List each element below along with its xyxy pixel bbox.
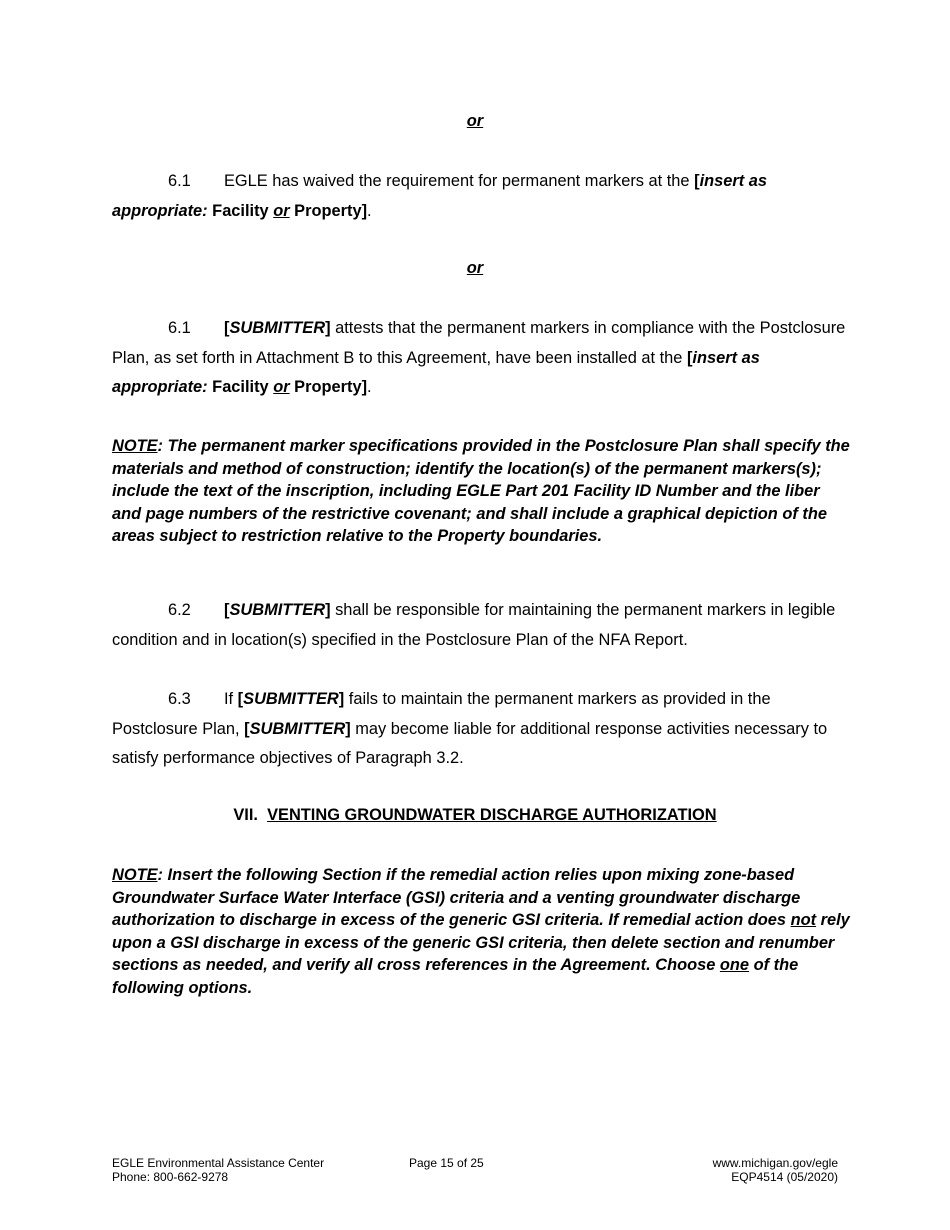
footer-phone: Phone: 800-662-9278 (112, 1170, 229, 1184)
footer-url: www.michigan.gov/egle (712, 1156, 838, 1170)
paragraph-number: 6.1 (168, 172, 191, 190)
section-number: VII. (233, 806, 258, 824)
paragraph-6-2: 6.2 [SUBMITTER] shall be responsible for maintaining the permanent markers in legible condition and in location(s) specified in the Postclosure Plan of the NFA Report. (112, 596, 852, 655)
footer-page-number: Page 15 of 25 (409, 1156, 484, 1170)
paragraph-6-3: 6.3 If [SUBMITTER] fails to maintain the permanent markers as provided in the Postclosure Plan, [SUBMITTER] may become liable for additional response activities necessary to satisfy performance objectives of Paragraph 3.2. (112, 685, 852, 774)
paragraph-number: 6.1 (168, 319, 191, 337)
note-label: NOTE (112, 437, 158, 455)
footer-org: EGLE Environmental Assistance Center (112, 1156, 325, 1170)
submitter-placeholder: SUBMITTER (249, 719, 346, 738)
paragraph-6-1-waived: 6.1 EGLE has waived the requirement for permanent markers at the [insert as appropriate: Facility or Property]. (112, 167, 852, 226)
footer-right (600, 1156, 838, 1184)
paragraph-6-1-attests: 6.1 [SUBMITTER] attests that the permanent markers in compliance with the Postclosure Plan, as set forth in Attachment B to this Agreement, have been installed at the [insert as appropriate: Facility or Property]. (112, 314, 852, 403)
note-gsi-instructions: NOTE: Insert the following Section if the remedial action relies upon mixing zone-based Groundwater Surface Water Interface (GSI) criteria and a venting groundwater discharge authorization to discharge in excess of the generic GSI criteria. If remedial action does not rely upon a GSI discharge in excess of the generic GSI criteria, then delete section and renumber sections as needed, and verify all cross references in the Agreement. Choose one of the following options. (112, 866, 850, 997)
footer-form-number: EQP4514 (05/2020) (731, 1170, 838, 1184)
or-separator: or (466, 259, 484, 277)
submitter-placeholder: SUBMITTER (229, 601, 326, 619)
paragraph-number: 6.3 (168, 690, 191, 708)
note-label: NOTE (112, 866, 158, 884)
submitter-placeholder: SUBMITTER (229, 319, 326, 337)
or-separator: or (466, 112, 484, 130)
note-permanent-marker-specs: NOTE: The permanent marker specifications provided in the Postclosure Plan shall specify the materials and method of construction; identify the location(s) of the permanent markers(s); include the text of the inscription, including EGLE Part 201 Facility ID Number and the liber and page numbers of the restrictive covenant; and shall include a graphical depiction of the areas subject to restriction relative to the Property boundaries. (112, 437, 850, 546)
paragraph-number: 6.2 (168, 601, 191, 619)
submitter-placeholder: SUBMITTER (243, 690, 339, 708)
footer-left (112, 1156, 324, 1184)
section-title: VENTING GROUNDWATER DISCHARGE AUTHORIZATION (267, 806, 717, 824)
section-heading (0, 806, 950, 825)
